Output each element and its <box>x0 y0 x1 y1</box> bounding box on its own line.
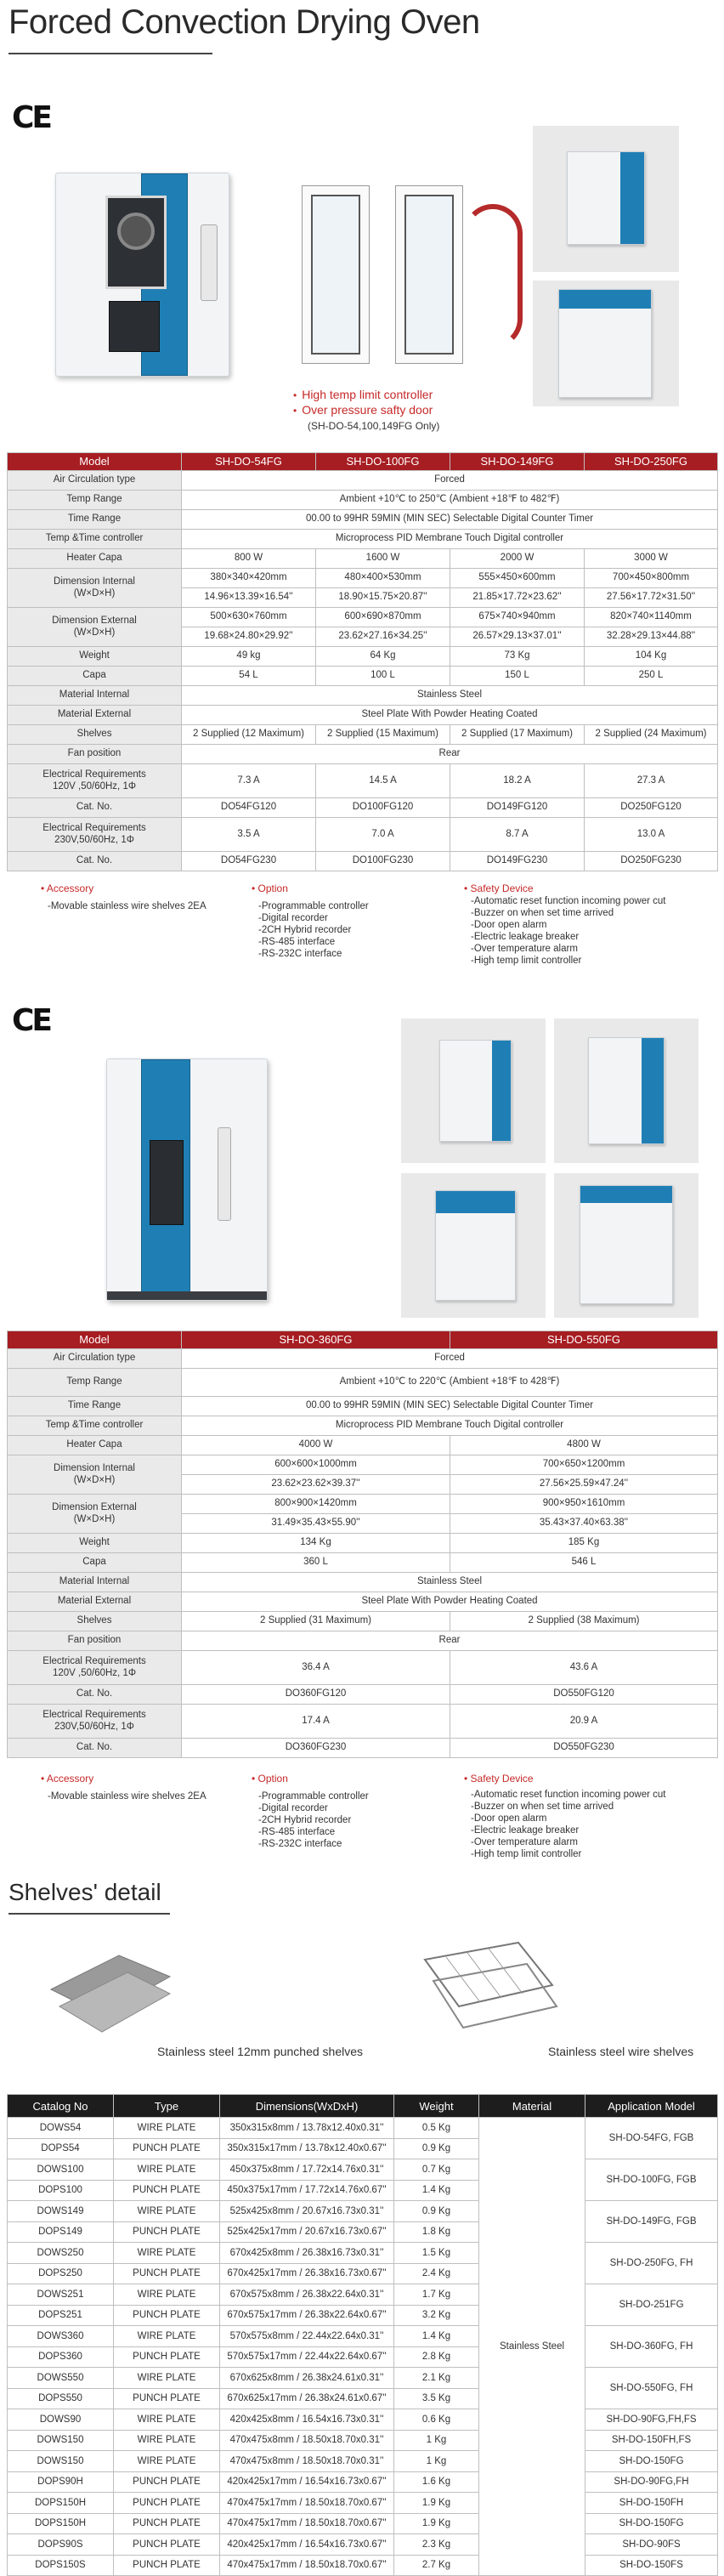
cat-weight: 1 Kg <box>394 2430 479 2451</box>
spec1-heater-250: 3000 W <box>585 549 718 569</box>
cat-dimensions: 350x315x17mm / 13.78x12.40x0.67'' <box>220 2138 394 2159</box>
spec1-dimint-in-149: 21.85×17.72×23.62'' <box>450 588 585 608</box>
spec1-header-149: SH-DO-149FG <box>450 453 585 471</box>
cat-application-model: SH-DO-550FG, FH <box>585 2368 718 2409</box>
spec2-fan-label: Fan position <box>8 1631 182 1651</box>
spec1-heater-100: 1600 W <box>316 549 450 569</box>
spec1-capa-149: 150 L <box>450 667 585 686</box>
spec1-weight-100: 64 Kg <box>316 647 450 667</box>
spec2-dimint-mm-550: 700×650×1200mm <box>450 1455 718 1475</box>
spec1-dimint-mm-250: 700×450×800mm <box>585 569 718 588</box>
cat-weight: 1.5 Kg <box>394 2243 479 2264</box>
cat-catalog-no: DOPS90S <box>8 2534 114 2556</box>
cat-application-model: SH-DO-90FS <box>585 2534 718 2556</box>
spec1-elec230-54: 3.5 A <box>182 818 316 852</box>
cat-type: PUNCH PLATE <box>114 2555 220 2576</box>
thumb-large-front <box>401 1018 546 1163</box>
safety-text-1: -Automatic reset function incoming power cut -Buzzer on when set time arrived -Door open alarm -Electric leakage breaker -Over temperature alarm -High temp limit controller <box>471 896 666 966</box>
spec1-cat230-54: DO54FG230 <box>182 852 316 871</box>
cat-dimensions: 350x315x8mm / 13.78x12.40x0.31'' <box>220 2118 394 2139</box>
spec2-elec230-label: Electrical Requirements 230V,50/60Hz, 1Φ <box>8 1705 182 1739</box>
spec2-matint-value: Stainless Steel <box>182 1573 718 1592</box>
spec1-elec230-label: Electrical Requirements 230V,50/60Hz, 1Φ <box>8 818 182 852</box>
spec1-header-54: SH-DO-54FG <box>182 453 316 471</box>
cat-catalog-no: DOPS251 <box>8 2305 114 2326</box>
safety-heading-2: • Safety Device <box>464 1773 534 1784</box>
cat-weight: 1.9 Kg <box>394 2513 479 2534</box>
spec2-dimint-in-550: 27.56×25.59×47.24'' <box>450 1475 718 1495</box>
cat-type: PUNCH PLATE <box>114 2534 220 2556</box>
spec1-header-250: SH-DO-250FG <box>585 453 718 471</box>
thumb-open-view <box>533 281 679 406</box>
cat-header-material: Material <box>479 2095 585 2118</box>
spec1-air-label: Air Circulation type <box>8 471 182 491</box>
cat-dimensions: 670x575x17mm / 26.38x22.64x0.67'' <box>220 2305 394 2326</box>
title-underline <box>8 53 212 54</box>
spec2-cat230-550: DO550FG230 <box>450 1739 718 1758</box>
spec1-dimext-in-250: 32.28×29.13×44.88'' <box>585 627 718 647</box>
cat-dimensions: 470x475x17mm / 18.50x18.70x0.67'' <box>220 2513 394 2534</box>
spec1-cat120-250: DO250FG120 <box>585 798 718 818</box>
cat-dimensions: 470x475x8mm / 18.50x18.70x0.31'' <box>220 2451 394 2472</box>
spec2-header-360: SH-DO-360FG <box>182 1331 450 1349</box>
spec1-air-value: Forced <box>182 471 718 491</box>
spec1-cat120-54: DO54FG120 <box>182 798 316 818</box>
spec1-cat120-label: Cat. No. <box>8 798 182 818</box>
spec1-dimint-mm-149: 555×450×600mm <box>450 569 585 588</box>
spec1-shelves-149: 2 Supplied (17 Maximum) <box>450 725 585 745</box>
accessory-heading-2: • Accessory <box>41 1773 94 1784</box>
table-row <box>8 2118 718 2139</box>
spec1-shelves-label: Shelves <box>8 725 182 745</box>
spec1-fan-label: Fan position <box>8 745 182 764</box>
thumb-large-angle <box>401 1173 546 1318</box>
spec2-dimext-mm-360: 800×900×1420mm <box>182 1495 450 1514</box>
spec1-elec230-149: 8.7 A <box>450 818 585 852</box>
spec2-elec120-550: 43.6 A <box>450 1651 718 1685</box>
spec2-matext-value: Steel Plate With Powder Heating Coated <box>182 1592 718 1612</box>
cat-type: WIRE PLATE <box>114 2430 220 2451</box>
spec1-dimint-mm-54: 380×340×420mm <box>182 569 316 588</box>
spec1-ctrl-value: Microprocess PID Membrane Touch Digital controller <box>182 530 718 549</box>
spec2-cat230-360: DO360FG230 <box>182 1739 450 1758</box>
spec1-temp-label: Temp Range <box>8 491 182 510</box>
spec1-cat230-label: Cat. No. <box>8 852 182 871</box>
cat-header-type: Type <box>114 2095 220 2118</box>
cat-weight: 0.5 Kg <box>394 2118 479 2139</box>
spec1-shelves-100: 2 Supplied (15 Maximum) <box>316 725 450 745</box>
spec1-heater-label: Heater Capa <box>8 549 182 569</box>
table-row <box>8 2513 718 2534</box>
spec1-time-label: Time Range <box>8 510 182 530</box>
spec1-cat230-250: DO250FG230 <box>585 852 718 871</box>
cat-dimensions: 420x425x8mm / 16.54x16.73x0.31'' <box>220 2409 394 2431</box>
spec2-weight-label: Weight <box>8 1534 182 1553</box>
cat-weight: 1.9 Kg <box>394 2493 479 2514</box>
spec2-capa-label: Capa <box>8 1553 182 1573</box>
cat-dimensions: 670x625x8mm / 26.38x24.61x0.31'' <box>220 2368 394 2389</box>
cat-catalog-no: DOWS90 <box>8 2409 114 2431</box>
spec-table-1 <box>7 452 718 871</box>
cat-catalog-no: DOPS149 <box>8 2221 114 2243</box>
cat-catalog-no: DOPS550 <box>8 2388 114 2409</box>
pressure-arrow-icon <box>463 204 523 349</box>
spec2-elec120-360: 36.4 A <box>182 1651 450 1685</box>
cat-application-model: SH-DO-150FH,FS <box>585 2430 718 2451</box>
thumb-large-open <box>554 1173 699 1318</box>
cat-type: PUNCH PLATE <box>114 2388 220 2409</box>
spec1-cat120-149: DO149FG120 <box>450 798 585 818</box>
cat-weight: 0.6 Kg <box>394 2409 479 2431</box>
table-row <box>8 2534 718 2556</box>
spec2-cat120-label: Cat. No. <box>8 1685 182 1705</box>
cat-weight: 1 Kg <box>394 2451 479 2472</box>
cat-application-model: SH-DO-150FH <box>585 2493 718 2514</box>
door-diagram-open <box>395 185 463 364</box>
cat-catalog-no: DOPS150S <box>8 2555 114 2576</box>
spec1-elec120-250: 27.3 A <box>585 764 718 798</box>
table-row <box>8 2201 718 2222</box>
spec2-elec120-label: Electrical Requirements 120V ,50/60Hz, 1Φ <box>8 1651 182 1685</box>
cat-catalog-no: DOPS90H <box>8 2471 114 2493</box>
spec1-elec120-149: 18.2 A <box>450 764 585 798</box>
cat-dimensions: 420x425x17mm / 16.54x16.73x0.67'' <box>220 2471 394 2493</box>
table-row <box>8 2555 718 2576</box>
spec2-ctrl-value: Microprocess PID Membrane Touch Digital controller <box>182 1416 718 1436</box>
spec2-dimint-mm-360: 600×600×1000mm <box>182 1455 450 1475</box>
cat-dimensions: 470x475x17mm / 18.50x18.70x0.67'' <box>220 2493 394 2514</box>
cat-header-weight: Weight <box>394 2095 479 2118</box>
cat-type: PUNCH PLATE <box>114 2493 220 2514</box>
ce-mark: CE <box>12 100 51 135</box>
spec1-matext-label: Material External <box>8 706 182 725</box>
wire-shelf-image <box>416 1934 561 2036</box>
cat-dimensions: 420x425x17mm / 16.54x16.73x0.67'' <box>220 2534 394 2556</box>
cat-dimensions: 670x625x17mm / 26.38x24.61x0.67'' <box>220 2388 394 2409</box>
cat-type: WIRE PLATE <box>114 2409 220 2431</box>
spec1-capa-250: 250 L <box>585 667 718 686</box>
cat-catalog-no: DOWS150 <box>8 2430 114 2451</box>
spec1-capa-label: Capa <box>8 667 182 686</box>
cat-type: PUNCH PLATE <box>114 2346 220 2368</box>
spec2-dimext-label: Dimension External (W×D×H) <box>8 1495 182 1534</box>
cat-catalog-no: DOPS100 <box>8 2180 114 2201</box>
spec-table-2 <box>7 1331 718 1758</box>
oven-image-large <box>106 1058 268 1301</box>
spec1-elec120-54: 7.3 A <box>182 764 316 798</box>
feature-note: (SH-DO-54,100,149FG Only) <box>308 420 440 432</box>
spec1-cat230-100: DO100FG230 <box>316 852 450 871</box>
spec1-dimint-in-54: 14.96×13.39×16.54'' <box>182 588 316 608</box>
cat-weight: 1.6 Kg <box>394 2471 479 2493</box>
spec2-shelves-label: Shelves <box>8 1612 182 1631</box>
spec1-capa-100: 100 L <box>316 667 450 686</box>
cat-application-model: SH-DO-150FS <box>585 2555 718 2576</box>
spec1-dimext-in-54: 19.68×24.80×29.92'' <box>182 627 316 647</box>
spec2-matext-label: Material External <box>8 1592 182 1612</box>
spec1-temp-value: Ambient +10℃ to 250℃ (Ambient +18℉ to 482℉) <box>182 491 718 510</box>
page-title: Forced Convection Drying Oven <box>8 3 480 41</box>
safety-text-2: -Automatic reset function incoming power cut -Buzzer on when set time arrived -Door open alarm -Electric leakage breaker -Over temperature alarm -High temp limit controller <box>471 1790 666 1859</box>
cat-type: PUNCH PLATE <box>114 2305 220 2326</box>
cat-application-model: SH-DO-149FG, FGB <box>585 2201 718 2243</box>
cat-application-model: SH-DO-360FG, FH <box>585 2326 718 2368</box>
table-row <box>8 2159 718 2181</box>
cat-weight: 2.8 Kg <box>394 2346 479 2368</box>
spec1-dimint-in-250: 27.56×17.72×31.50'' <box>585 588 718 608</box>
table-row <box>8 2409 718 2431</box>
option-heading-2: • Option <box>252 1773 288 1784</box>
spec2-air-value: Forced <box>182 1349 718 1369</box>
cat-weight: 0.7 Kg <box>394 2159 479 2181</box>
cat-catalog-no: DOPS54 <box>8 2138 114 2159</box>
cat-catalog-no: DOWS251 <box>8 2284 114 2306</box>
spec2-heater-550: 4800 W <box>450 1436 718 1455</box>
spec2-air-label: Air Circulation type <box>8 1349 182 1369</box>
cat-application-model: SH-DO-100FG, FGB <box>585 2159 718 2201</box>
spec2-shelves-550: 2 Supplied (38 Maximum) <box>450 1612 718 1631</box>
safety-heading-1: • Safety Device <box>464 882 534 894</box>
table-row <box>8 2451 718 2472</box>
spec2-header-model: Model <box>8 1331 182 1349</box>
spec2-temp-value: Ambient +10℃ to 220℃ (Ambient +18℉ to 428℉) <box>182 1369 718 1397</box>
oven-image-small <box>55 173 229 377</box>
spec2-dimint-in-360: 23.62×23.62×39.37'' <box>182 1475 450 1495</box>
spec1-matint-label: Material Internal <box>8 686 182 706</box>
spec1-elec230-100: 7.0 A <box>316 818 450 852</box>
cat-dimensions: 670x425x17mm / 26.38x16.73x0.67'' <box>220 2263 394 2284</box>
cat-weight: 0.9 Kg <box>394 2138 479 2159</box>
spec1-matext-value: Steel Plate With Powder Heating Coated <box>182 706 718 725</box>
cat-type: PUNCH PLATE <box>114 2263 220 2284</box>
spec1-elec120-label: Electrical Requirements 120V ,50/60Hz, 1Φ <box>8 764 182 798</box>
spec2-elec230-550: 20.9 A <box>450 1705 718 1739</box>
table-row <box>8 2493 718 2514</box>
shelves-title: Shelves' detail <box>8 1879 161 1905</box>
cat-catalog-no: DOWS250 <box>8 2243 114 2264</box>
cat-weight: 3.2 Kg <box>394 2305 479 2326</box>
cat-catalog-no: DOPS360 <box>8 2346 114 2368</box>
option-heading-1: • Option <box>252 882 288 894</box>
cat-dimensions: 525x425x17mm / 20.67x16.73x0.67'' <box>220 2221 394 2243</box>
cat-catalog-no: DOPS150H <box>8 2513 114 2534</box>
cat-catalog-no: DOPS150H <box>8 2493 114 2514</box>
cat-dimensions: 470x475x17mm / 18.50x18.70x0.67'' <box>220 2555 394 2576</box>
spec1-dimext-mm-149: 675×740×940mm <box>450 608 585 627</box>
cat-dimensions: 670x575x8mm / 26.38x22.64x0.31'' <box>220 2284 394 2306</box>
cat-weight: 1.8 Kg <box>394 2221 479 2243</box>
cat-type: PUNCH PLATE <box>114 2513 220 2534</box>
cat-dimensions: 525x425x8mm / 20.67x16.73x0.31'' <box>220 2201 394 2222</box>
cat-weight: 1.7 Kg <box>394 2284 479 2306</box>
cat-application-model: SH-DO-90FG,FH <box>585 2471 718 2493</box>
spec2-time-value: 00.00 to 99HR 59MIN (MIN SEC) Selectable Digital Counter Timer <box>182 1397 718 1416</box>
cat-application-model: SH-DO-150FG <box>585 2451 718 2472</box>
feature-high-temp: • High temp limit controller <box>293 388 433 401</box>
spec1-elec230-250: 13.0 A <box>585 818 718 852</box>
spec1-dimext-mm-54: 500×630×760mm <box>182 608 316 627</box>
cat-weight: 2.3 Kg <box>394 2534 479 2556</box>
cat-type: WIRE PLATE <box>114 2201 220 2222</box>
accessory-heading-1: • Accessory <box>41 882 94 894</box>
cat-catalog-no: DOWS550 <box>8 2368 114 2389</box>
cat-catalog-no: DOPS250 <box>8 2263 114 2284</box>
spec1-shelves-250: 2 Supplied (24 Maximum) <box>585 725 718 745</box>
thumb-large-side <box>554 1018 699 1163</box>
table-row <box>8 2471 718 2493</box>
cat-dimensions: 570x575x17mm / 22.44x22.64x0.67'' <box>220 2346 394 2368</box>
cat-type: WIRE PLATE <box>114 2243 220 2264</box>
cat-weight: 3.5 Kg <box>394 2388 479 2409</box>
cat-weight: 1.4 Kg <box>394 2180 479 2201</box>
spec1-heater-54: 800 W <box>182 549 316 569</box>
cat-catalog-no: DOWS54 <box>8 2118 114 2139</box>
spec1-weight-label: Weight <box>8 647 182 667</box>
cat-catalog-no: DOWS150 <box>8 2451 114 2472</box>
cat-type: WIRE PLATE <box>114 2159 220 2181</box>
spec2-heater-label: Heater Capa <box>8 1436 182 1455</box>
spec1-cat120-100: DO100FG120 <box>316 798 450 818</box>
spec2-cat120-360: DO360FG120 <box>182 1685 450 1705</box>
punched-shelf-caption: Stainless steel 12mm punched shelves <box>157 2045 364 2058</box>
spec1-header-model: Model <box>8 453 182 471</box>
spec2-temp-label: Temp Range <box>8 1369 182 1397</box>
spec2-ctrl-label: Temp &Time controller <box>8 1416 182 1436</box>
spec2-cat230-label: Cat. No. <box>8 1739 182 1758</box>
accessory-text-2: -Movable stainless wire shelves 2EA <box>48 1791 206 1801</box>
spec2-dimext-in-550: 35.43×37.40×63.38'' <box>450 1514 718 1534</box>
thumb-front-view <box>533 126 679 272</box>
spec1-elec120-100: 14.5 A <box>316 764 450 798</box>
spec2-heater-360: 4000 W <box>182 1436 450 1455</box>
spec2-fan-value: Rear <box>182 1631 718 1651</box>
spec2-dimint-label: Dimension Internal (W×D×H) <box>8 1455 182 1495</box>
cat-weight: 2.7 Kg <box>394 2555 479 2576</box>
cat-header-catalog: Catalog No <box>8 2095 114 2118</box>
ce-mark-2: CE <box>12 1003 51 1038</box>
cat-weight: 2.4 Kg <box>394 2263 479 2284</box>
cat-weight: 0.9 Kg <box>394 2201 479 2222</box>
cat-application-model: SH-DO-250FG, FH <box>585 2243 718 2284</box>
spec2-weight-360: 134 Kg <box>182 1534 450 1553</box>
spec1-shelves-54: 2 Supplied (12 Maximum) <box>182 725 316 745</box>
spec2-header-550: SH-DO-550FG <box>450 1331 718 1349</box>
cat-catalog-no: DOWS100 <box>8 2159 114 2181</box>
cat-dimensions: 670x425x8mm / 26.38x16.73x0.31'' <box>220 2243 394 2264</box>
cat-material: Stainless Steel <box>479 2118 585 2576</box>
spec2-time-label: Time Range <box>8 1397 182 1416</box>
spec1-fan-value: Rear <box>182 745 718 764</box>
spec1-dimext-label: Dimension External (W×D×H) <box>8 608 182 647</box>
spec2-shelves-360: 2 Supplied (31 Maximum) <box>182 1612 450 1631</box>
cat-type: PUNCH PLATE <box>114 2221 220 2243</box>
door-diagram-closed <box>302 185 370 364</box>
spec1-weight-149: 73 Kg <box>450 647 585 667</box>
spec2-dimext-mm-550: 900×950×1610mm <box>450 1495 718 1514</box>
cat-weight: 2.1 Kg <box>394 2368 479 2389</box>
cat-catalog-no: DOWS149 <box>8 2201 114 2222</box>
accessory-text-1: -Movable stainless wire shelves 2EA <box>48 901 206 911</box>
spec1-weight-54: 49 kg <box>182 647 316 667</box>
spec1-ctrl-label: Temp &Time controller <box>8 530 182 549</box>
cat-type: WIRE PLATE <box>114 2118 220 2139</box>
catalog-table <box>7 2094 718 2576</box>
cat-dimensions: 450x375x8mm / 17.72x14.76x0.31'' <box>220 2159 394 2181</box>
option-text-1: -Programmable controller -Digital recorder -2CH Hybrid recorder -RS-485 interface -RS-232C interface <box>258 901 369 959</box>
cat-weight: 1.4 Kg <box>394 2326 479 2347</box>
cat-application-model: SH-DO-54FG, FGB <box>585 2118 718 2159</box>
spec2-weight-550: 185 Kg <box>450 1534 718 1553</box>
spec2-matint-label: Material Internal <box>8 1573 182 1592</box>
spec1-header-100: SH-DO-100FG <box>316 453 450 471</box>
cat-type: PUNCH PLATE <box>114 2471 220 2493</box>
spec1-weight-250: 104 Kg <box>585 647 718 667</box>
spec1-cat230-149: DO149FG230 <box>450 852 585 871</box>
table-row <box>8 2243 718 2264</box>
punched-shelf-image <box>42 1938 178 2040</box>
spec1-matint-value: Stainless Steel <box>182 686 718 706</box>
cat-header-dimensions: Dimensions(WxDxH) <box>220 2095 394 2118</box>
table-row <box>8 2326 718 2347</box>
cat-type: WIRE PLATE <box>114 2326 220 2347</box>
spec1-time-value: 00.00 to 99HR 59MIN (MIN SEC) Selectable Digital Counter Timer <box>182 510 718 530</box>
spec1-dimext-in-100: 23.62×27.16×34.25'' <box>316 627 450 647</box>
cat-application-model: SH-DO-90FG,FH,FS <box>585 2409 718 2431</box>
cat-application-model: SH-DO-150FG <box>585 2513 718 2534</box>
cat-type: PUNCH PLATE <box>114 2138 220 2159</box>
table-row <box>8 2368 718 2389</box>
spec2-cat120-550: DO550FG120 <box>450 1685 718 1705</box>
cat-type: PUNCH PLATE <box>114 2180 220 2201</box>
option-text-2: -Programmable controller -Digital recorder -2CH Hybrid recorder -RS-485 interface -RS-232C interface <box>258 1791 369 1849</box>
cat-dimensions: 570x575x8mm / 22.44x22.64x0.31'' <box>220 2326 394 2347</box>
cat-application-model: SH-DO-251FG <box>585 2284 718 2326</box>
cat-type: WIRE PLATE <box>114 2451 220 2472</box>
cat-dimensions: 470x475x8mm / 18.50x18.70x0.31'' <box>220 2430 394 2451</box>
spec1-heater-149: 2000 W <box>450 549 585 569</box>
spec1-capa-54: 54 L <box>182 667 316 686</box>
spec1-dimint-mm-100: 480×400×530mm <box>316 569 450 588</box>
feature-pressure-door: • Over pressure safty door <box>293 403 433 417</box>
spec1-dimext-mm-250: 820×740×1140mm <box>585 608 718 627</box>
spec1-dimext-mm-100: 600×690×870mm <box>316 608 450 627</box>
spec1-dimext-in-149: 26.57×29.13×37.01'' <box>450 627 585 647</box>
table-row <box>8 2430 718 2451</box>
spec2-capa-360: 360 L <box>182 1553 450 1573</box>
cat-dimensions: 450x375x17mm / 17.72x14.76x0.67'' <box>220 2180 394 2201</box>
spec1-dimint-in-100: 18.90×15.75×20.87'' <box>316 588 450 608</box>
wire-shelf-caption: Stainless steel wire shelves <box>548 2045 694 2058</box>
cat-type: WIRE PLATE <box>114 2368 220 2389</box>
shelves-underline <box>8 1913 170 1915</box>
spec1-dimint-label: Dimension Internal (W×D×H) <box>8 569 182 608</box>
table-row <box>8 2284 718 2306</box>
cat-catalog-no: DOWS360 <box>8 2326 114 2347</box>
cat-type: WIRE PLATE <box>114 2284 220 2306</box>
spec2-dimext-in-360: 31.49×35.43×55.90'' <box>182 1514 450 1534</box>
cat-header-model: Application Model <box>585 2095 718 2118</box>
spec2-elec230-360: 17.4 A <box>182 1705 450 1739</box>
spec2-capa-550: 546 L <box>450 1553 718 1573</box>
